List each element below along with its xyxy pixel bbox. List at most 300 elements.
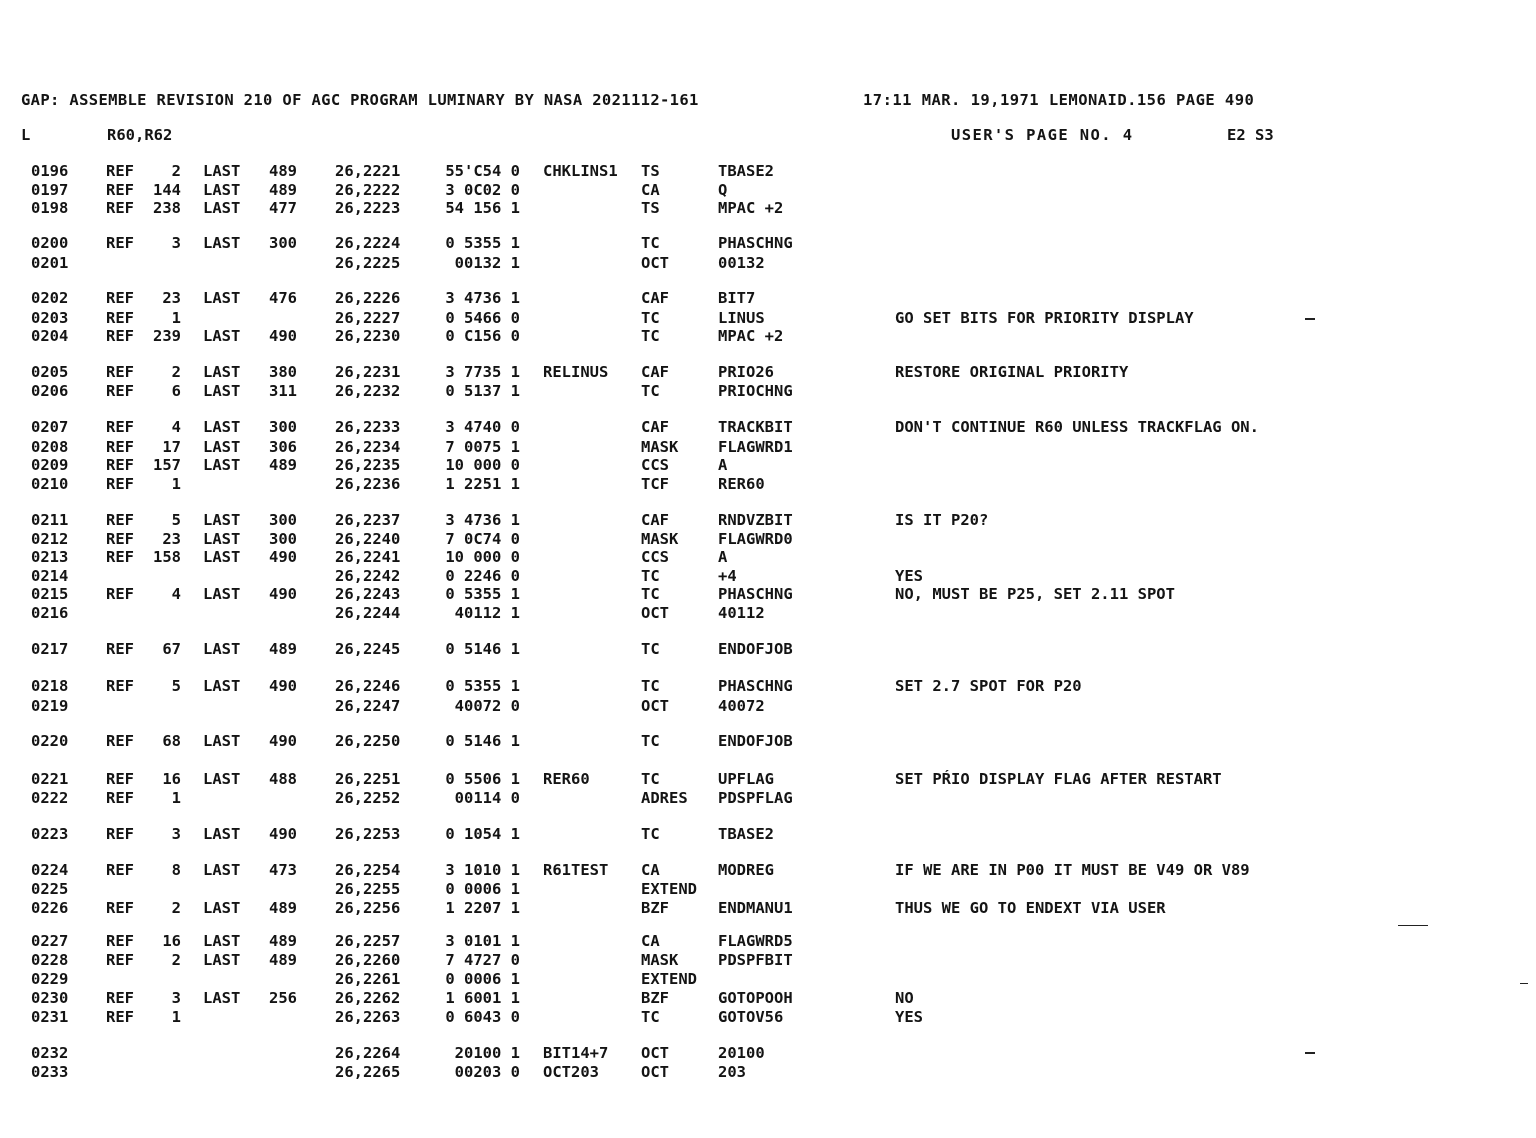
operand: 00132	[718, 254, 765, 272]
octal-word: 0 5146 1	[445, 640, 520, 658]
opcode: BZF	[641, 899, 669, 917]
last-keyword: LAST	[203, 418, 241, 436]
ref-count: 8	[171, 861, 181, 879]
ref-keyword: REF	[106, 199, 134, 217]
operand: RER60	[718, 475, 765, 493]
address: 26,2226	[335, 289, 401, 307]
ref-count: 16	[162, 932, 181, 950]
operand: PHASCHNG	[718, 585, 793, 603]
address: 26,2260	[335, 951, 401, 969]
octal-word: 0 5137 1	[445, 382, 520, 400]
octal-word: 0 5355 1	[445, 677, 520, 695]
opcode: CCS	[641, 548, 669, 566]
line-number: 0216	[31, 604, 69, 622]
label: RER60	[543, 770, 590, 788]
last-page: 300	[269, 511, 297, 529]
last-page: 490	[269, 327, 297, 345]
ref-count: 2	[171, 951, 181, 969]
last-page: 311	[269, 382, 297, 400]
octal-word: 54 156 1	[445, 199, 520, 217]
address: 26,2235	[335, 456, 401, 474]
last-page: 489	[269, 899, 297, 917]
octal-word: 00114 0	[454, 789, 520, 807]
address: 26,2234	[335, 438, 401, 456]
operand: ENDOFJOB	[718, 640, 793, 658]
opcode: MASK	[641, 951, 679, 969]
last-page: 306	[269, 438, 297, 456]
ref-count: 3	[171, 825, 181, 843]
address: 26,2224	[335, 234, 401, 252]
line-number: 0220	[31, 732, 69, 750]
ref-keyword: REF	[106, 861, 134, 879]
last-page: 300	[269, 234, 297, 252]
ref-keyword: REF	[106, 932, 134, 950]
line-number: 0198	[31, 199, 69, 217]
comment: SET PŔIO DISPLAY FLAG AFTER RESTART	[895, 770, 1222, 788]
last-keyword: LAST	[203, 530, 241, 548]
line-number: 0222	[31, 789, 69, 807]
address: 26,2230	[335, 327, 401, 345]
line-number: 0221	[31, 770, 69, 788]
operand: PDSPFBIT	[718, 951, 793, 969]
last-page: 489	[269, 951, 297, 969]
address: 26,2263	[335, 1008, 401, 1026]
line-number: 0209	[31, 456, 69, 474]
ref-count: 2	[171, 899, 181, 917]
opcode: TS	[641, 162, 660, 180]
operand: Q	[718, 181, 728, 199]
ref-keyword: REF	[106, 382, 134, 400]
ref-keyword: REF	[106, 309, 134, 327]
octal-word: 10 000 0	[445, 456, 520, 474]
ref-count: 1	[171, 789, 181, 807]
ref-keyword: REF	[106, 989, 134, 1007]
ref-keyword: REF	[106, 418, 134, 436]
header-listing-type: L	[21, 126, 31, 144]
operand: MPAC +2	[718, 327, 784, 345]
opcode: OCT	[641, 697, 669, 715]
ref-count: 3	[171, 989, 181, 1007]
ref-count: 1	[171, 309, 181, 327]
octal-word: 3 4736 1	[445, 289, 520, 307]
operand: 203	[718, 1063, 746, 1081]
octal-word: 0 2246 0	[445, 567, 520, 585]
ref-keyword: REF	[106, 732, 134, 750]
last-page: 490	[269, 732, 297, 750]
ref-keyword: REF	[106, 548, 134, 566]
octal-word: 0 1054 1	[445, 825, 520, 843]
last-page: 489	[269, 456, 297, 474]
octal-word: 3 1010 1	[445, 861, 520, 879]
octal-word: 55'C54 0	[445, 162, 520, 180]
ref-count: 16	[162, 770, 181, 788]
operand: 40072	[718, 697, 765, 715]
address: 26,2232	[335, 382, 401, 400]
opcode: CAF	[641, 418, 669, 436]
opcode: TC	[641, 585, 660, 603]
last-keyword: LAST	[203, 511, 241, 529]
last-keyword: LAST	[203, 456, 241, 474]
line-number: 0210	[31, 475, 69, 493]
opcode: BZF	[641, 989, 669, 1007]
octal-word: 0 5506 1	[445, 770, 520, 788]
line-number: 0223	[31, 825, 69, 843]
ref-keyword: REF	[106, 234, 134, 252]
line-number: 0203	[31, 309, 69, 327]
address: 26,2265	[335, 1063, 401, 1081]
line-number: 0218	[31, 677, 69, 695]
ref-keyword: REF	[106, 530, 134, 548]
octal-word: 3 7735 1	[445, 363, 520, 381]
last-page: 473	[269, 861, 297, 879]
octal-word: 20100 1	[454, 1044, 520, 1062]
opcode: TC	[641, 327, 660, 345]
octal-word: 7 4727 0	[445, 951, 520, 969]
last-keyword: LAST	[203, 932, 241, 950]
last-keyword: LAST	[203, 989, 241, 1007]
opcode: TC	[641, 1008, 660, 1026]
opcode: TCF	[641, 475, 669, 493]
label: OCT203	[543, 1063, 599, 1081]
octal-word: 0 5146 1	[445, 732, 520, 750]
ref-count: 2	[171, 162, 181, 180]
operand: A	[718, 456, 728, 474]
line-number: 0225	[31, 880, 69, 898]
last-keyword: LAST	[203, 363, 241, 381]
line-number: 0204	[31, 327, 69, 345]
last-keyword: LAST	[203, 899, 241, 917]
opcode: CAF	[641, 289, 669, 307]
line-number: 0196	[31, 162, 69, 180]
ref-keyword: REF	[106, 363, 134, 381]
ref-count: 17	[162, 438, 181, 456]
octal-word: 0 0006 1	[445, 970, 520, 988]
opcode: TC	[641, 770, 660, 788]
last-page: 477	[269, 199, 297, 217]
address: 26,2244	[335, 604, 401, 622]
octal-word: 3 4736 1	[445, 511, 520, 529]
last-keyword: LAST	[203, 289, 241, 307]
ref-keyword: REF	[106, 585, 134, 603]
address: 26,2233	[335, 418, 401, 436]
ref-keyword: REF	[106, 289, 134, 307]
ref-count: 238	[153, 199, 181, 217]
last-page: 256	[269, 989, 297, 1007]
ref-count: 4	[171, 585, 181, 603]
operand: FLAGWRD1	[718, 438, 793, 456]
ref-count: 23	[162, 289, 181, 307]
line-number: 0228	[31, 951, 69, 969]
last-keyword: LAST	[203, 548, 241, 566]
octal-word: 0 5355 1	[445, 585, 520, 603]
octal-word: 00132 1	[454, 254, 520, 272]
ref-count: 1	[171, 475, 181, 493]
opcode: TC	[641, 640, 660, 658]
operand: PDSPFLAG	[718, 789, 793, 807]
comment: NO, MUST BE P25, SET 2.11 SPOT	[895, 585, 1175, 603]
line-number: 0212	[31, 530, 69, 548]
octal-word: 40072 0	[454, 697, 520, 715]
operand: 40112	[718, 604, 765, 622]
last-page: 490	[269, 585, 297, 603]
last-page: 489	[269, 162, 297, 180]
comment: IF WE ARE IN P00 IT MUST BE V49 OR V89	[895, 861, 1250, 879]
line-number: 0231	[31, 1008, 69, 1026]
address: 26,2264	[335, 1044, 401, 1062]
ref-keyword: REF	[106, 327, 134, 345]
ref-count: 157	[153, 456, 181, 474]
last-keyword: LAST	[203, 677, 241, 695]
address: 26,2257	[335, 932, 401, 950]
opcode: OCT	[641, 604, 669, 622]
line-number: 0233	[31, 1063, 69, 1081]
line-number: 0227	[31, 932, 69, 950]
line-number: 0207	[31, 418, 69, 436]
opcode: CA	[641, 181, 660, 199]
margin-dash	[1398, 925, 1428, 926]
ref-count: 2	[171, 363, 181, 381]
operand: ENDOFJOB	[718, 732, 793, 750]
line-number: 0219	[31, 697, 69, 715]
comment: YES	[895, 1008, 923, 1026]
operand: UPFLAG	[718, 770, 774, 788]
line-number: 0206	[31, 382, 69, 400]
comment: SET 2.7 SPOT FOR P20	[895, 677, 1082, 695]
opcode: TC	[641, 677, 660, 695]
operand: MODREG	[718, 861, 774, 879]
line-number: 0232	[31, 1044, 69, 1062]
line-number: 0226	[31, 899, 69, 917]
ref-count: 158	[153, 548, 181, 566]
label: RELINUS	[543, 363, 609, 381]
last-page: 380	[269, 363, 297, 381]
operand: FLAGWRD5	[718, 932, 793, 950]
opcode: EXTEND	[641, 970, 697, 988]
operand: +4	[718, 567, 737, 585]
ref-keyword: REF	[106, 181, 134, 199]
comment: RESTORE ORIGINAL PRIORITY	[895, 363, 1129, 381]
header-title: GAP: ASSEMBLE REVISION 210 OF AGC PROGRAM LUMINARY BY NASA 2021112-161	[21, 91, 699, 109]
last-keyword: LAST	[203, 861, 241, 879]
label: CHKLINS1	[543, 162, 618, 180]
comment: IS IT P20?	[895, 511, 989, 529]
octal-word: 00203 0	[454, 1063, 520, 1081]
operand: TRACKBIT	[718, 418, 793, 436]
ref-count: 239	[153, 327, 181, 345]
address: 26,2227	[335, 309, 401, 327]
line-number: 0208	[31, 438, 69, 456]
ref-keyword: REF	[106, 1008, 134, 1026]
last-keyword: LAST	[203, 585, 241, 603]
opcode: TC	[641, 567, 660, 585]
last-keyword: LAST	[203, 825, 241, 843]
line-number: 0224	[31, 861, 69, 879]
octal-word: 3 4740 0	[445, 418, 520, 436]
address: 26,2262	[335, 989, 401, 1007]
address: 26,2225	[335, 254, 401, 272]
ref-keyword: REF	[106, 951, 134, 969]
last-keyword: LAST	[203, 732, 241, 750]
opcode: EXTEND	[641, 880, 697, 898]
operand: A	[718, 548, 728, 566]
last-page: 300	[269, 418, 297, 436]
header-code: E2 S3	[1227, 126, 1274, 144]
address: 26,2246	[335, 677, 401, 695]
line-number: 0230	[31, 989, 69, 1007]
margin-dash	[1520, 983, 1528, 984]
last-keyword: LAST	[203, 770, 241, 788]
operand: 20100	[718, 1044, 765, 1062]
operand: GOTOV56	[718, 1008, 784, 1026]
opcode: CCS	[641, 456, 669, 474]
opcode: TC	[641, 309, 660, 327]
operand: MPAC +2	[718, 199, 784, 217]
operand: PHASCHNG	[718, 234, 793, 252]
last-keyword: LAST	[203, 951, 241, 969]
address: 26,2231	[335, 363, 401, 381]
ref-count: 5	[171, 511, 181, 529]
address: 26,2242	[335, 567, 401, 585]
last-page: 488	[269, 770, 297, 788]
opcode: TC	[641, 732, 660, 750]
ref-keyword: REF	[106, 770, 134, 788]
line-number: 0202	[31, 289, 69, 307]
operand: TBASE2	[718, 162, 774, 180]
last-page: 489	[269, 181, 297, 199]
ref-count: 23	[162, 530, 181, 548]
last-keyword: LAST	[203, 234, 241, 252]
opcode: OCT	[641, 1044, 669, 1062]
opcode: CAF	[641, 363, 669, 381]
last-keyword: LAST	[203, 199, 241, 217]
opcode: CAF	[641, 511, 669, 529]
operand: RNDVZBIT	[718, 511, 793, 529]
address: 26,2255	[335, 880, 401, 898]
address: 26,2245	[335, 640, 401, 658]
ref-keyword: REF	[106, 438, 134, 456]
header-users-page: USER'S PAGE NO. 4	[951, 126, 1134, 144]
ref-count: 5	[171, 677, 181, 695]
opcode: TS	[641, 199, 660, 217]
octal-word: 1 6001 1	[445, 989, 520, 1007]
address: 26,2251	[335, 770, 401, 788]
address: 26,2236	[335, 475, 401, 493]
last-keyword: LAST	[203, 640, 241, 658]
last-page: 489	[269, 932, 297, 950]
ref-keyword: REF	[106, 640, 134, 658]
address: 26,2243	[335, 585, 401, 603]
octal-word: 0 0006 1	[445, 880, 520, 898]
comment: YES	[895, 567, 923, 585]
label: R61TEST	[543, 861, 609, 879]
label: BIT14+7	[543, 1044, 609, 1062]
header-timestamp-page: 17:11 MAR. 19,1971 LEMONAID.156 PAGE 490	[863, 91, 1255, 109]
ref-keyword: REF	[106, 677, 134, 695]
last-page: 490	[269, 548, 297, 566]
last-page: 476	[269, 289, 297, 307]
line-number: 0211	[31, 511, 69, 529]
address: 26,2223	[335, 199, 401, 217]
octal-word: 7 0075 1	[445, 438, 520, 456]
address: 26,2261	[335, 970, 401, 988]
address: 26,2247	[335, 697, 401, 715]
ref-keyword: REF	[106, 475, 134, 493]
opcode: TC	[641, 825, 660, 843]
operand: ENDMANU1	[718, 899, 793, 917]
line-number: 0213	[31, 548, 69, 566]
octal-word: 0 C156 0	[445, 327, 520, 345]
operand: PRIOCHNG	[718, 382, 793, 400]
opcode: ADRES	[641, 789, 688, 807]
address: 26,2252	[335, 789, 401, 807]
last-page: 490	[269, 677, 297, 695]
comment: NO	[895, 989, 914, 1007]
octal-word: 40112 1	[454, 604, 520, 622]
ref-keyword: REF	[106, 456, 134, 474]
octal-word: 0 6043 0	[445, 1008, 520, 1026]
last-page: 489	[269, 640, 297, 658]
opcode: MASK	[641, 530, 679, 548]
opcode: CA	[641, 932, 660, 950]
line-number: 0197	[31, 181, 69, 199]
last-page: 490	[269, 825, 297, 843]
ref-keyword: REF	[106, 162, 134, 180]
ref-count: 6	[171, 382, 181, 400]
margin-dash	[1305, 1052, 1315, 1054]
ref-keyword: REF	[106, 511, 134, 529]
octal-word: 3 0C02 0	[445, 181, 520, 199]
ref-count: 3	[171, 234, 181, 252]
octal-word: 1 2251 1	[445, 475, 520, 493]
ref-keyword: REF	[106, 789, 134, 807]
address: 26,2241	[335, 548, 401, 566]
ref-count: 67	[162, 640, 181, 658]
operand: BIT7	[718, 289, 756, 307]
address: 26,2240	[335, 530, 401, 548]
address: 26,2253	[335, 825, 401, 843]
last-keyword: LAST	[203, 382, 241, 400]
octal-word: 10 000 0	[445, 548, 520, 566]
address: 26,2222	[335, 181, 401, 199]
last-keyword: LAST	[203, 162, 241, 180]
last-keyword: LAST	[203, 438, 241, 456]
line-number: 0205	[31, 363, 69, 381]
ref-count: 68	[162, 732, 181, 750]
address: 26,2254	[335, 861, 401, 879]
opcode: OCT	[641, 254, 669, 272]
comment: DON'T CONTINUE R60 UNLESS TRACKFLAG ON.	[895, 418, 1259, 436]
operand: LINUS	[718, 309, 765, 327]
opcode: TC	[641, 382, 660, 400]
operand: GOTOPOOH	[718, 989, 793, 1007]
ref-count: 144	[153, 181, 181, 199]
ref-count: 1	[171, 1008, 181, 1026]
comment: GO SET BITS FOR PRIORITY DISPLAY	[895, 309, 1194, 327]
line-number: 0201	[31, 254, 69, 272]
last-keyword: LAST	[203, 181, 241, 199]
header-section-name: R60,R62	[107, 126, 173, 144]
octal-word: 3 0101 1	[445, 932, 520, 950]
line-number: 0200	[31, 234, 69, 252]
octal-word: 0 5466 0	[445, 309, 520, 327]
address: 26,2237	[335, 511, 401, 529]
ref-keyword: REF	[106, 825, 134, 843]
line-number: 0229	[31, 970, 69, 988]
opcode: MASK	[641, 438, 679, 456]
opcode: CA	[641, 861, 660, 879]
octal-word: 1 2207 1	[445, 899, 520, 917]
operand: TBASE2	[718, 825, 774, 843]
